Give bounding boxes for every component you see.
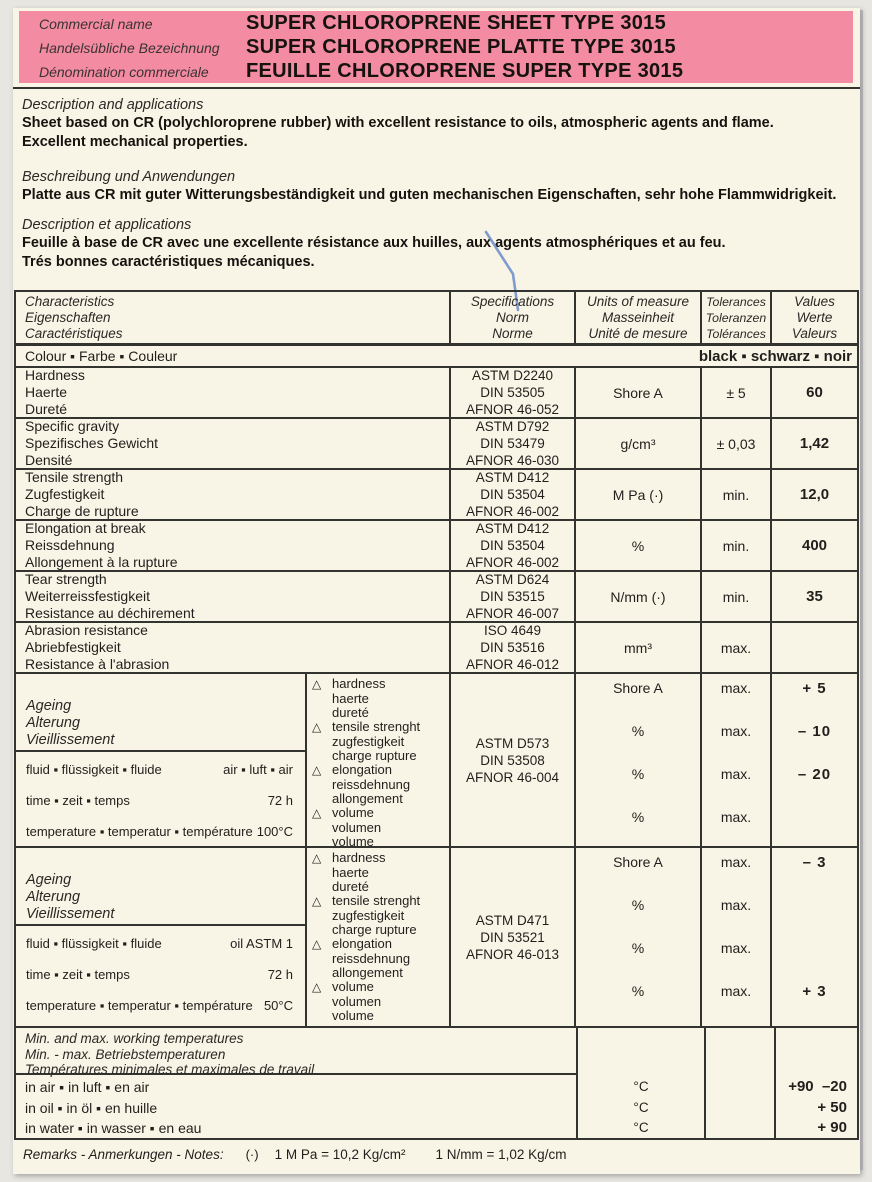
value-cell: [770, 848, 857, 1026]
specification-cell: [449, 521, 574, 570]
delta-line: tensile strenght: [332, 893, 421, 908]
value-cell: 12,0: [770, 470, 857, 519]
description-text: Excellent mechanical properties.: [22, 133, 248, 150]
ageing-title-en: Ageing: [26, 698, 72, 714]
specification-cell: [449, 674, 574, 846]
unit-cell: g/cm³: [574, 419, 700, 468]
ageing-conditions-cell: [16, 848, 305, 1026]
spec-line: ASTM D792: [475, 419, 550, 434]
tolerance-cell: ± 0,03: [700, 419, 770, 468]
spec-line: ASTM D412: [475, 521, 550, 536]
spec-line: AFNOR 46-030: [465, 453, 560, 468]
colour-row: [16, 343, 857, 366]
temp-value-air: +90 –20: [788, 1078, 847, 1096]
value-sub: – 10: [797, 723, 832, 740]
header-line: Norme: [492, 325, 533, 341]
conversion-note-nmm: 1 N/mm = 1,02 Kg/cm: [435, 1147, 567, 1162]
title-banner: [19, 11, 853, 83]
spec-table: [14, 290, 859, 1140]
row-elongation: [16, 519, 857, 570]
delta-hardness: [307, 677, 449, 720]
divider: [13, 87, 860, 89]
tolerance-cell: min.: [700, 521, 770, 570]
unit-cell: Shore A: [574, 368, 700, 417]
unit-sub: %: [631, 897, 645, 913]
delta-line: volume: [332, 805, 374, 820]
header-values: [770, 292, 857, 343]
delta-icon: △: [312, 720, 322, 734]
spec-line: DIN 53505: [480, 385, 545, 400]
tolerance-cell-empty: [704, 1028, 774, 1138]
delta-line: reissdehnung: [332, 776, 411, 792]
row-specific-gravity: [16, 417, 857, 468]
header-line: Toleranzen: [705, 310, 767, 325]
tolerance-cell: [700, 848, 770, 1026]
datasheet-page: [13, 8, 860, 1174]
row-tear-strength: [16, 570, 857, 621]
characteristic-fr: Resistance au déchirement: [25, 605, 195, 621]
colour-label: Colour ▪ Farbe ▪ Couleur: [25, 348, 178, 364]
ageing-air-row: [16, 672, 857, 849]
working-temps-left: [16, 1028, 576, 1138]
working-temps-heading-fr: Températures minimales et maximales de travail: [25, 1062, 315, 1077]
condition-value: 72 h: [267, 967, 293, 982]
description-fr: [22, 216, 852, 271]
temp-label-oil: in oil ▪ in öl ▪ en huille: [25, 1099, 158, 1116]
specification-cell: [449, 848, 574, 1026]
characteristic-en: Elongation at break: [25, 520, 146, 536]
unit-cell: mm³: [574, 623, 700, 672]
condition-temperature: [16, 990, 305, 1021]
delta-line: haerte: [332, 690, 369, 706]
characteristic-cell: [16, 419, 449, 468]
product-title-de: SUPER CHLOROPRENE PLATTE TYPE 3015: [246, 35, 676, 58]
table-header-row: [16, 292, 857, 343]
header-line: Characteristics: [25, 293, 115, 309]
characteristic-de: Haerte: [25, 384, 68, 400]
delta-line: volume: [332, 834, 374, 849]
banner-row-fr: [39, 60, 853, 83]
delta-tensile: [307, 720, 449, 763]
value-cell: [770, 623, 857, 672]
tolerance-sub: max.: [720, 983, 752, 999]
header-line: Norm: [496, 309, 529, 325]
description-en: [22, 96, 852, 151]
characteristic-fr: Dureté: [25, 401, 68, 417]
delta-line: elongation: [332, 936, 392, 951]
delta-line: zugfestigkeit: [332, 907, 405, 923]
header-line: Werte: [796, 309, 833, 325]
spec-line: AFNOR 46-012: [465, 657, 560, 672]
value-sub: [772, 803, 857, 846]
delta-line: charge rupture: [332, 922, 417, 937]
colour-value: black ▪ schwarz ▪ noir: [698, 347, 852, 365]
header-line: Specifications: [470, 293, 555, 309]
tolerance-sub: max.: [720, 897, 752, 913]
delta-line: volumen: [332, 993, 382, 1009]
delta-line: elongation: [332, 762, 392, 777]
banner-row-en: [39, 12, 853, 35]
delta-line: dureté: [332, 705, 369, 720]
characteristic-en: Specific gravity: [25, 418, 120, 434]
working-temps-heading-de: Min. - max. Betriebstemperaturen: [25, 1046, 226, 1062]
unit-cell: %: [574, 521, 700, 570]
remarks-label: Remarks - Anmerkungen - Notes:: [23, 1147, 224, 1162]
value-cell: 35: [770, 572, 857, 621]
spec-line: AFNOR 46-013: [465, 946, 560, 962]
condition-fluid: [16, 928, 305, 959]
product-title-fr: FEUILLE CHLOROPRENE SUPER TYPE 3015: [246, 59, 684, 82]
unit-cell: [574, 848, 700, 1026]
row-hardness: [16, 366, 857, 417]
spec-line: DIN 53504: [480, 538, 545, 553]
condition-value: 72 h: [267, 793, 293, 808]
condition-label: fluid ▪ flüssigkeit ▪ fluide: [26, 762, 162, 777]
characteristic-de: Reissdehnung: [25, 537, 115, 553]
characteristic-fr: Densité: [25, 452, 73, 468]
delta-volume: [307, 980, 449, 1023]
delta-line: hardness: [332, 850, 386, 865]
unit-sub: °C: [633, 1099, 649, 1115]
spacer: [578, 1028, 704, 1077]
value-sub: [772, 891, 857, 934]
condition-temperature: [16, 816, 305, 847]
ageing-title-de: Alterung: [26, 889, 81, 905]
description-text: Platte aus CR mit guter Witterungsbeständigkeit und guten mechanischen Eigenschaften, sehr hohe Flammwidrigkeit.: [22, 187, 837, 203]
value-cell: [774, 1028, 857, 1138]
delta-icon: △: [312, 894, 322, 908]
header-line: Units of measure: [586, 293, 690, 309]
ageing-title: [16, 848, 305, 926]
unit-sub: %: [631, 983, 645, 999]
spec-line: DIN 53508: [480, 752, 545, 768]
unit-sub: Shore A: [613, 680, 663, 696]
working-temps-heading-en: Min. and max. working temperatures: [25, 1031, 244, 1046]
delta-line: charge rupture: [332, 748, 417, 763]
delta-hardness: [307, 851, 449, 894]
characteristic-de: Weiterreissfestigkeit: [25, 588, 151, 604]
delta-line: volume: [332, 979, 374, 994]
tolerance-sub: max.: [720, 723, 752, 739]
ageing-title-fr: Vieillissement: [26, 906, 115, 922]
delta-line: volumen: [332, 819, 382, 835]
delta-elongation: [307, 937, 449, 980]
spacer: [776, 1028, 857, 1077]
working-temps-heading: [16, 1028, 576, 1075]
spec-line: AFNOR 46-002: [465, 504, 560, 519]
ageing-title-de: Alterung: [26, 715, 81, 731]
characteristic-de: Spezifisches Gewicht: [25, 435, 159, 451]
delta-line: reissdehnung: [332, 950, 411, 966]
delta-line: dureté: [332, 879, 369, 894]
spec-line: DIN 53521: [480, 929, 545, 945]
ageing-title: [16, 674, 305, 752]
delta-line: allongement: [332, 965, 403, 980]
banner-label-fr: Dénomination commerciale: [39, 63, 209, 80]
unit-sub: Shore A: [613, 854, 663, 870]
temp-label-water: in water ▪ in wasser ▪ en eau: [25, 1120, 202, 1137]
unit-sub: %: [631, 809, 645, 825]
conversion-note-mpa: 1 M Pa = 10,2 Kg/cm²: [274, 1147, 406, 1162]
characteristic-de: Zugfestigkeit: [25, 486, 105, 502]
value-sub: + 5: [802, 680, 827, 697]
header-line: Caractéristiques: [25, 325, 123, 341]
characteristic-fr: Charge de rupture: [25, 503, 139, 519]
header-line: Valeurs: [791, 325, 838, 341]
ageing-conditions: [16, 752, 305, 847]
specification-cell: [449, 470, 574, 519]
unit-cell: [576, 1028, 704, 1138]
spec-line: ASTM D573: [475, 735, 550, 751]
footnote-marker: (·): [245, 1147, 259, 1162]
value-cell: [770, 674, 857, 846]
row-tensile-strength: [16, 468, 857, 519]
condition-value: 100°C: [256, 824, 293, 839]
value-sub: + 3: [802, 983, 827, 1000]
ageing-oil-row: [16, 846, 857, 1026]
delta-icon: △: [312, 851, 322, 865]
delta-line: volume: [332, 1008, 374, 1023]
header-line: Unité de mesure: [588, 325, 688, 341]
delta-volume: [307, 806, 449, 849]
spec-line: DIN 53504: [480, 487, 545, 502]
tolerance-cell: min.: [700, 470, 770, 519]
description-text: Sheet based on CR (polychloroprene rubber) with excellent resistance to oils, atmospheric agents and flame.: [22, 115, 774, 131]
delta-icon: △: [312, 677, 322, 691]
unit-sub: °C: [633, 1120, 649, 1136]
characteristic-en: Tear strength: [25, 571, 107, 587]
tolerance-cell: ± 5: [700, 368, 770, 417]
condition-label: fluid ▪ flüssigkeit ▪ fluide: [26, 936, 162, 951]
condition-value: air ▪ luft ▪ air: [223, 762, 293, 777]
tolerance-cell: max.: [700, 623, 770, 672]
header-line: Values: [794, 293, 835, 309]
spec-line: DIN 53479: [480, 436, 545, 451]
unit-cell: N/mm (·): [574, 572, 700, 621]
characteristic-cell: [16, 572, 449, 621]
delta-icon: △: [312, 806, 322, 820]
working-temps-labels: [16, 1075, 576, 1139]
ageing-title-en: Ageing: [26, 872, 72, 888]
tolerance-sub: max.: [720, 809, 752, 825]
specification-cell: [449, 419, 574, 468]
characteristic-de: Abriebfestigkeit: [25, 639, 121, 655]
header-characteristics: [16, 292, 449, 343]
spec-line: ASTM D624: [475, 572, 550, 587]
delta-line: tensile strenght: [332, 719, 421, 734]
ageing-conditions: [16, 926, 305, 1021]
specification-cell: [449, 572, 574, 621]
delta-icon: △: [312, 763, 322, 777]
value-cell: 400: [770, 521, 857, 570]
delta-icon: △: [312, 937, 322, 951]
delta-line: allongement: [332, 791, 403, 806]
characteristic-en: Hardness: [25, 367, 85, 383]
tolerance-sub: max.: [720, 940, 752, 956]
characteristic-en: Tensile strength: [25, 469, 124, 485]
value-sub: [772, 934, 857, 977]
unit-sub: %: [631, 940, 645, 956]
scan-edge-shadow: [860, 10, 863, 1170]
condition-time: [16, 785, 305, 816]
value-cell: 1,42: [770, 419, 857, 468]
tolerance-sub: max.: [720, 766, 752, 782]
header-line: Eigenschaften: [25, 309, 111, 325]
spec-line: ASTM D2240: [471, 368, 554, 383]
description-text: Trés bonnes caractéristiques mécaniques.: [22, 253, 315, 270]
product-title-en: SUPER CHLOROPRENE SHEET TYPE 3015: [246, 11, 667, 34]
condition-fluid: [16, 754, 305, 785]
delta-line: haerte: [332, 864, 369, 880]
header-tolerances: [700, 292, 770, 343]
characteristic-en: Abrasion resistance: [25, 622, 148, 638]
condition-label: temperature ▪ temperatur ▪ température: [26, 824, 253, 839]
characteristic-cell: [16, 470, 449, 519]
tolerance-cell: min.: [700, 572, 770, 621]
delta-properties-cell: [305, 674, 449, 849]
spec-line: AFNOR 46-052: [465, 402, 560, 417]
description-heading-fr: Description et applications: [22, 217, 192, 233]
remarks-footer: [23, 1147, 843, 1162]
characteristic-cell: [16, 368, 449, 417]
unit-cell: [574, 674, 700, 846]
specification-cell: [449, 368, 574, 417]
delta-elongation: [307, 763, 449, 806]
unit-sub: °C: [633, 1079, 649, 1095]
condition-label: time ▪ zeit ▪ temps: [26, 967, 130, 982]
characteristic-fr: Resistance à l'abrasion: [25, 656, 170, 672]
tolerance-sub: max.: [720, 680, 752, 696]
header-line: Masseinheit: [601, 309, 675, 325]
ageing-title-fr: Vieillissement: [26, 732, 115, 748]
banner-label-de: Handelsübliche Bezeichnung: [39, 39, 220, 56]
temp-label-air: in air ▪ in luft ▪ en air: [25, 1079, 150, 1096]
unit-sub: %: [631, 723, 645, 739]
tolerance-sub: max.: [720, 854, 752, 870]
delta-properties-cell: [305, 848, 449, 1026]
delta-icon: △: [312, 980, 322, 994]
delta-tensile: [307, 894, 449, 937]
spec-line: DIN 53516: [480, 640, 545, 655]
temp-value-water: + 90: [817, 1119, 847, 1137]
spec-line: AFNOR 46-007: [465, 606, 560, 621]
header-specifications: [449, 292, 574, 343]
header-line: Tolérances: [706, 326, 766, 341]
spec-line: ISO 4649: [483, 623, 542, 638]
description-de: [22, 168, 852, 205]
value-sub: – 20: [797, 766, 832, 783]
unit-cell: M Pa (·): [574, 470, 700, 519]
condition-value: 50°C: [263, 998, 293, 1013]
characteristic-cell: [16, 623, 449, 672]
value-cell: 60: [770, 368, 857, 417]
spec-line: DIN 53515: [480, 589, 545, 604]
unit-sub: %: [631, 766, 645, 782]
description-heading-de: Beschreibung und Anwendungen: [22, 169, 236, 185]
description-heading-en: Description and applications: [22, 97, 204, 113]
header-line: Tolerances: [706, 294, 766, 309]
banner-row-de: [39, 36, 853, 59]
condition-label: time ▪ zeit ▪ temps: [26, 793, 130, 808]
condition-label: temperature ▪ temperatur ▪ température: [26, 998, 253, 1013]
condition-value: oil ASTM 1: [230, 936, 293, 951]
working-temperatures-row: [16, 1026, 857, 1138]
delta-line: zugfestigkeit: [332, 733, 405, 749]
tolerance-cell: [700, 674, 770, 846]
characteristic-cell: [16, 521, 449, 570]
temp-value-oil: + 50: [817, 1098, 847, 1116]
delta-line: hardness: [332, 676, 386, 691]
condition-time: [16, 959, 305, 990]
characteristic-fr: Allongement à la rupture: [25, 554, 178, 570]
spec-line: ASTM D412: [475, 470, 550, 485]
spec-line: ASTM D471: [475, 912, 550, 928]
specification-cell: [449, 623, 574, 672]
spec-line: AFNOR 46-004: [465, 769, 560, 785]
header-units: [574, 292, 700, 343]
ageing-conditions-cell: [16, 674, 305, 846]
value-sub: – 3: [802, 854, 827, 871]
banner-label-en: Commercial name: [39, 15, 153, 32]
row-abrasion: [16, 621, 857, 672]
description-text: Feuille à base de CR avec une excellente résistance aux huilles, aux agents atmosphériques et au feu.: [22, 235, 726, 251]
spec-line: AFNOR 46-002: [465, 555, 560, 570]
